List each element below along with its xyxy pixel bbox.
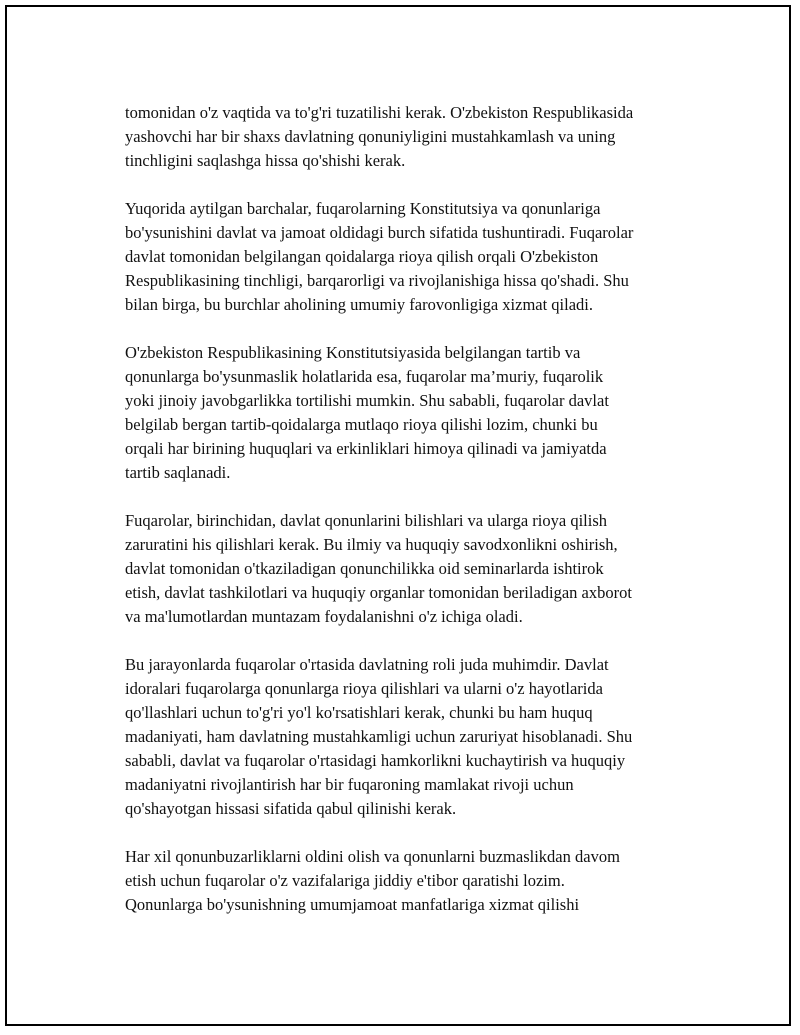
paragraph-3 bbox=[125, 341, 705, 485]
text-line: qonunlarga bo'ysunmaslik holatlarida esa, fuqarolar ma’muriy, fuqarolik bbox=[125, 367, 604, 386]
paragraph-6 bbox=[125, 845, 705, 917]
text-line: bilan birga, bu burchlar aholining umumiy farovonligiga xizmat qiladi. bbox=[125, 295, 594, 314]
text-line: Bu jarayonlarda fuqarolar o'rtasida davlatning roli juda muhimdir. Davlat bbox=[125, 655, 609, 674]
text-line: etish uchun fuqarolar o'z vazifalariga jiddiy e'tibor qaratishi lozim. bbox=[125, 871, 565, 890]
text-line: zaruratini his qilishlari kerak. Bu ilmiy va huquqiy savodxonlikni oshirish, bbox=[125, 535, 618, 554]
text-line: tomonidan o'z vaqtida va to'g'ri tuzatilishi kerak. O'zbekiston Respublikasida bbox=[125, 103, 634, 122]
text-line: belgilab bergan tartib-qoidalarga mutlaqo rioya qilishi lozim, chunki bu bbox=[125, 415, 598, 434]
document-body bbox=[125, 101, 705, 941]
text-line: Yuqorida aytilgan barchalar, fuqarolarning Konstitutsiya va qonunlariga bbox=[125, 199, 601, 218]
text-line: va ma'lumotlardan muntazam foydalanishni o'z ichiga oladi. bbox=[125, 607, 523, 626]
text-line: etish, davlat tashkilotlari va huquqiy organlar tomonidan beriladigan axborot bbox=[125, 583, 632, 602]
text-line: davlat tomonidan o'tkaziladigan qonunchilikka oid seminarlarda ishtirok bbox=[125, 559, 604, 578]
text-line: Qonunlarga bo'ysunishning umumjamoat manfatlariga xizmat qilishi bbox=[125, 895, 580, 914]
text-line: yashovchi har bir shaxs davlatning qonuniyligini mustahkamlash va uning bbox=[125, 127, 616, 146]
page-frame bbox=[5, 5, 791, 1026]
paragraph-5 bbox=[125, 653, 705, 821]
paragraph-1 bbox=[125, 101, 705, 173]
paragraph-2 bbox=[125, 197, 705, 317]
text-line: tinchligini saqlashga hissa qo'shishi kerak. bbox=[125, 151, 406, 170]
text-line: Fuqarolar, birinchidan, davlat qonunlarini bilishlari va ularga rioya qilish bbox=[125, 511, 608, 530]
text-line: Har xil qonunbuzarliklarni oldini olish va qonunlarni buzmaslikdan davom bbox=[125, 847, 620, 866]
text-line: Respublikasining tinchligi, barqarorligi va rivojlanishiga hissa qo'shadi. Shu bbox=[125, 271, 629, 290]
text-line: davlat tomonidan belgilangan qoidalarga rioya qilish orqali O'zbekiston bbox=[125, 247, 599, 266]
text-line: idoralari fuqarolarga qonunlarga rioya qilishlari va ularni o'z hayotlarida bbox=[125, 679, 603, 698]
text-line: qo'llashlari uchun to'g'ri yo'l ko'rsatishlari kerak, chunki bu ham huquq bbox=[125, 703, 593, 722]
text-line: orqali har birining huquqlari va erkinliklari himoya qilinadi va jamiyatda bbox=[125, 439, 607, 458]
text-line: sababli, davlat va fuqarolar o'rtasidagi hamkorlikni kuchaytirish va huquqiy bbox=[125, 751, 626, 770]
text-line: yoki jinoiy javobgarlikka tortilishi mumkin. Shu sababli, fuqarolar davlat bbox=[125, 391, 609, 410]
paragraph-4 bbox=[125, 509, 705, 629]
text-line: tartib saqlanadi. bbox=[125, 463, 231, 482]
text-line: madaniyatni rivojlantirish har bir fuqaroning mamlakat rivoji uchun bbox=[125, 775, 574, 794]
text-line: qo'shayotgan hissasi sifatida qabul qilinishi kerak. bbox=[125, 799, 457, 818]
text-line: bo'ysunishini davlat va jamoat oldidagi burch sifatida tushuntiradi. Fuqarolar bbox=[125, 223, 634, 242]
text-line: O'zbekiston Respublikasining Konstitutsiyasida belgilangan tartib va bbox=[125, 343, 581, 362]
text-line: madaniyati, ham davlatning mustahkamligi uchun zaruriyat hisoblanadi. Shu bbox=[125, 727, 633, 746]
